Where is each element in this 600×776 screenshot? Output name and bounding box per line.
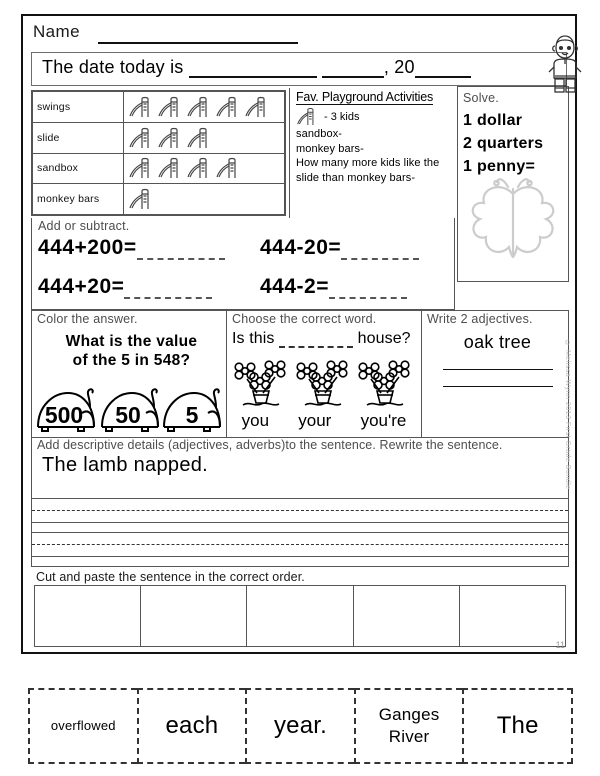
- pictograph-row-label: swings: [33, 92, 124, 123]
- date-year-blank[interactable]: [415, 60, 471, 78]
- cut-paste-label: Cut and paste the sentence in the correct order.: [36, 570, 305, 584]
- choose-word-sentence-after: house?: [357, 330, 411, 347]
- word-strip-text: The: [496, 712, 539, 739]
- adjective-blank-2[interactable]: [443, 386, 553, 387]
- table-row: [33, 153, 285, 184]
- pictograph-table-wrap: [31, 90, 286, 216]
- word-strip-text: overflowed: [50, 718, 116, 733]
- math-problem-2: [260, 236, 419, 260]
- rewrite-label: Add descriptive details (adjectives, adverbs)to the sentence. Rewrite the sentence.: [37, 438, 503, 452]
- math-problem-3-text: 444+20=: [38, 275, 125, 298]
- choose-word-sentence-before: Is this: [232, 330, 275, 347]
- name-label: Name: [33, 22, 80, 41]
- adjective-blank-1[interactable]: [443, 369, 553, 370]
- add-subtract-label: Add or subtract.: [38, 219, 130, 233]
- date-day-blank[interactable]: [322, 60, 384, 78]
- rewrite-panel: [31, 437, 569, 567]
- table-row: [33, 184, 285, 215]
- snail-choice-2: 5: [185, 402, 199, 428]
- playground-slide-icon: [128, 188, 154, 210]
- cut-paste-panel: [31, 568, 569, 650]
- legend-key-text: - 3 kids: [324, 110, 360, 123]
- color-answer-panel: [31, 310, 227, 438]
- date-bar: [31, 52, 567, 86]
- pictograph-row-label: slide: [33, 122, 124, 153]
- playground-slide-icon: [128, 96, 154, 118]
- math-answer-blank-4[interactable]: [329, 283, 407, 299]
- adjectives-noun: oak tree: [463, 332, 532, 352]
- word-strip[interactable]: [462, 688, 573, 764]
- math-problem-3: [38, 275, 212, 299]
- name-write-line[interactable]: [98, 42, 298, 44]
- legend-question-3b[interactable]: slide than monkey bars-: [296, 171, 416, 184]
- handwriting-line-group-2[interactable]: [32, 532, 568, 557]
- cut-paste-box[interactable]: [459, 585, 566, 647]
- choose-word-sentence: [232, 326, 421, 348]
- date-month-blank[interactable]: [189, 60, 317, 78]
- worksheet-inner: [27, 20, 573, 650]
- cut-paste-box[interactable]: [140, 585, 246, 647]
- playground-slide-icon: [157, 127, 183, 149]
- choose-word-panel: [226, 310, 422, 438]
- pictograph-body: [33, 92, 285, 215]
- pictograph-legend: [289, 88, 455, 218]
- adjectives-panel: [421, 310, 569, 438]
- table-row: [33, 92, 285, 123]
- table-row: [33, 122, 285, 153]
- solve-panel: [457, 86, 569, 282]
- word-choice-1[interactable]: your: [298, 411, 332, 430]
- math-problem-1: [38, 236, 225, 260]
- word-strip-row: [28, 688, 573, 764]
- legend-question-2[interactable]: monkey bars-: [296, 142, 364, 155]
- word-choice-2[interactable]: you're: [360, 411, 407, 430]
- pictograph-table: [32, 91, 285, 215]
- word-strip-text: each: [165, 712, 219, 739]
- word-choice-0[interactable]: you: [241, 411, 270, 430]
- page-number: 11: [555, 640, 565, 650]
- math-problem-4-text: 444-2=: [260, 275, 329, 298]
- playground-slide-icon: [186, 157, 212, 179]
- math-problem-1-text: 444+200=: [38, 236, 137, 259]
- copyright-watermark: © Melissa Wynn 2013 First Grade Bundle: [564, 340, 571, 490]
- word-strip-text: Ganges River: [378, 705, 440, 746]
- date-year-prefix: , 20: [383, 57, 415, 77]
- flower-pot-choices: [231, 359, 415, 418]
- word-strip[interactable]: [245, 688, 354, 764]
- pictograph-row-icons: [124, 122, 285, 153]
- pictograph-row-icons: [124, 184, 285, 215]
- cut-paste-box[interactable]: [353, 585, 459, 647]
- word-strip-text: year.: [273, 712, 327, 739]
- playground-slide-icon: [128, 127, 154, 149]
- math-answer-blank-3[interactable]: [124, 283, 212, 299]
- handwriting-base-line-2: [32, 556, 568, 557]
- playground-slide-icon: [186, 127, 212, 149]
- handwriting-base-line-1: [32, 522, 568, 523]
- math-answer-blank-1[interactable]: [137, 244, 225, 260]
- cut-paste-boxes: [34, 585, 566, 647]
- math-answer-blank-2[interactable]: [341, 244, 419, 260]
- solve-line-3: 1 penny=: [463, 158, 536, 175]
- legend-title: Fav. Playground Activities: [296, 90, 433, 104]
- add-subtract-panel: [31, 218, 455, 310]
- rewrite-sentence: The lamb napped.: [42, 454, 209, 476]
- cut-paste-box[interactable]: [246, 585, 352, 647]
- place-value-question: [37, 326, 226, 370]
- word-strip[interactable]: [137, 688, 246, 764]
- legend-key: [296, 107, 455, 126]
- playground-slide-icon: [215, 96, 241, 118]
- date-sentence: [42, 57, 471, 78]
- color-answer-label: Color the answer.: [37, 312, 138, 326]
- date-prefix-label: The date today is: [42, 57, 184, 77]
- butterfly-icon[interactable]: [464, 171, 562, 272]
- legend-question-1[interactable]: sandbox-: [296, 128, 343, 140]
- playground-slide-icon: [244, 96, 270, 118]
- choose-word-blank[interactable]: [279, 332, 353, 348]
- solve-line-2: 2 quarters: [463, 135, 544, 152]
- legend-question-3a: How many more kids like the: [296, 157, 440, 169]
- pictograph-row-label: monkey bars: [33, 184, 124, 215]
- playground-slide-icon: [215, 157, 241, 179]
- student-clipart-icon: [546, 34, 584, 101]
- word-strip[interactable]: [354, 688, 463, 764]
- playground-slide-icon: [128, 157, 154, 179]
- pictograph-block: [31, 88, 455, 218]
- place-value-question-line2: of the 5 in 548?: [72, 352, 191, 369]
- playground-slide-icon: [157, 157, 183, 179]
- snail-choice-0: 500: [44, 402, 84, 428]
- playground-slide-icon: [296, 107, 318, 126]
- name-row: [33, 20, 567, 50]
- word-choice-labels: [227, 411, 421, 431]
- math-problem-4: [260, 275, 407, 299]
- choose-word-label: Choose the correct word.: [232, 312, 377, 326]
- solve-line-1: 1 dollar: [463, 112, 523, 129]
- middle-panels: [31, 310, 569, 438]
- playground-slide-icon: [157, 96, 183, 118]
- pictograph-row-label: sandbox: [33, 153, 124, 184]
- handwriting-line-group-1[interactable]: [32, 498, 568, 523]
- worksheet-frame: [21, 14, 577, 654]
- pictograph-row-icons: [124, 153, 285, 184]
- cut-paste-box[interactable]: [34, 585, 140, 647]
- snail-choice-1: 50: [115, 402, 141, 428]
- place-value-question-line1: What is the value: [65, 333, 198, 350]
- pictograph-row-icons: [124, 92, 285, 123]
- playground-slide-icon: [186, 96, 212, 118]
- solve-label: Solve.: [463, 91, 499, 105]
- slide-icon: [296, 107, 321, 126]
- snail-choices: [34, 383, 224, 440]
- adjectives-label: Write 2 adjectives.: [427, 312, 533, 326]
- word-strip[interactable]: [28, 688, 137, 764]
- math-problem-2-text: 444-20=: [260, 236, 342, 259]
